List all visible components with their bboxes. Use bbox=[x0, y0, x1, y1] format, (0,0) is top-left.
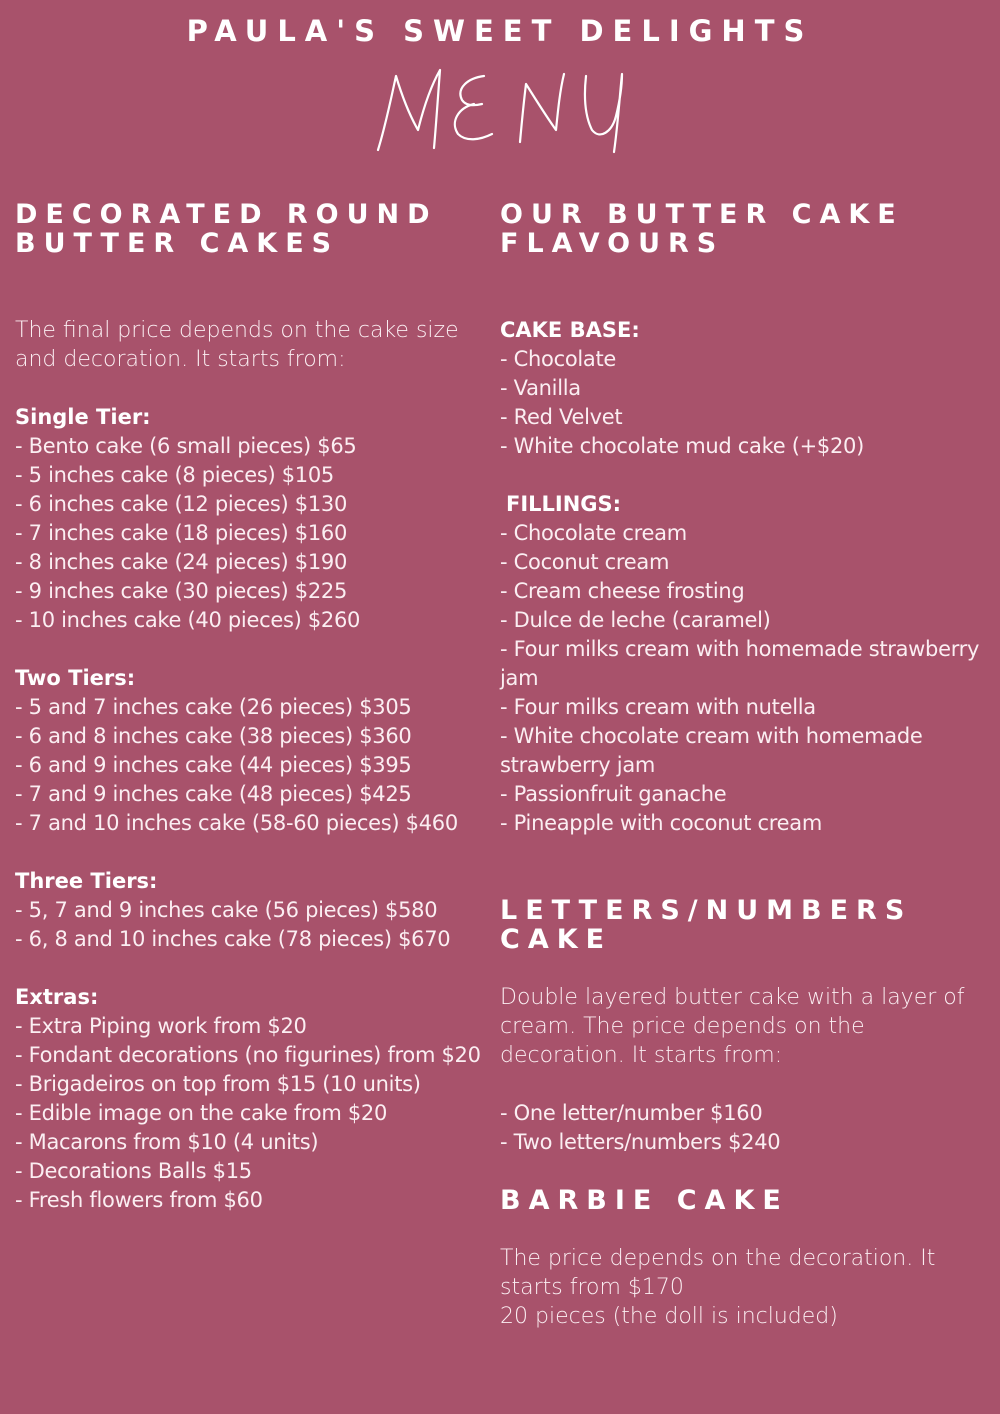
decorated-round-intro: The final price depends on the cake size and decoration. It starts from: bbox=[15, 318, 459, 372]
list-item: - Extra Piping work from $20 bbox=[15, 1014, 307, 1038]
three-tiers-list bbox=[15, 896, 485, 954]
list-item: - 6 inches cake (12 pieces) $130 bbox=[15, 492, 348, 516]
list-item: - Fresh flowers from $60 bbox=[15, 1188, 263, 1212]
section-title-line: BUTTER CAKES bbox=[15, 228, 340, 259]
list-item: - Passionfruit ganache bbox=[500, 782, 727, 806]
list-item: - White chocolate cream with homemade strawberry jam bbox=[500, 724, 923, 777]
list-item: - Dulce de leche (caramel) bbox=[500, 608, 771, 632]
list-item: - Coconut cream bbox=[500, 550, 670, 574]
list-item: - 7 inches cake (18 pieces) $160 bbox=[15, 521, 348, 545]
list-item: - 6 and 9 inches cake (44 pieces) $395 bbox=[15, 753, 412, 777]
list-item: - White chocolate mud cake (+$20) bbox=[500, 434, 864, 458]
section-title-line: OUR BUTTER CAKE bbox=[500, 199, 904, 230]
single-tier-list bbox=[15, 432, 485, 635]
list-item: - Vanilla bbox=[500, 376, 581, 400]
two-tiers-list bbox=[15, 693, 485, 838]
three-tiers-heading: Three Tiers: bbox=[15, 869, 158, 893]
letters-numbers-intro: Double layered butter cake with a layer of cream. The price depends on the decoration. It starts from: bbox=[500, 985, 965, 1068]
list-item: - 9 inches cake (30 pieces) $225 bbox=[15, 579, 348, 603]
menu-script-title bbox=[0, 44, 1000, 154]
barbie-cake-title: BARBIE CAKE bbox=[500, 1185, 789, 1216]
list-item: - Bento cake (6 small pieces) $65 bbox=[15, 434, 357, 458]
list-item: - 7 and 9 inches cake (48 pieces) $425 bbox=[15, 782, 412, 806]
list-item: - 5 and 7 inches cake (26 pieces) $305 bbox=[15, 695, 412, 719]
left-column bbox=[15, 200, 485, 1215]
list-item: - Decorations Balls $15 bbox=[15, 1159, 252, 1183]
brand-title: PAULA'S SWEET DELIGHTS bbox=[186, 14, 814, 48]
list-item: - 5 inches cake (8 pieces) $105 bbox=[15, 463, 334, 487]
list-item: - Red Velvet bbox=[500, 405, 623, 429]
letters-numbers-title bbox=[500, 896, 980, 954]
fillings-list bbox=[500, 519, 980, 838]
list-item: - Two letters/numbers $240 bbox=[500, 1130, 781, 1154]
section-title-line: FLAVOURS bbox=[500, 228, 725, 259]
list-item: - Fondant decorations (no figurines) from $20 bbox=[15, 1043, 481, 1067]
list-item: - 5, 7 and 9 inches cake (56 pieces) $580 bbox=[15, 898, 438, 922]
extras-heading: Extras: bbox=[15, 985, 99, 1009]
list-item: - One letter/number $160 bbox=[500, 1101, 763, 1125]
flavours-title bbox=[500, 200, 980, 258]
list-item: - Pineapple with coconut cream bbox=[500, 811, 822, 835]
list-item: - Edible image on the cake from $20 bbox=[15, 1101, 388, 1125]
list-item: - 10 inches cake (40 pieces) $260 bbox=[15, 608, 361, 632]
list-item: - Chocolate bbox=[500, 347, 617, 371]
section-title-line: LETTERS/NUMBERS bbox=[500, 895, 913, 926]
list-item: - 8 inches cake (24 pieces) $190 bbox=[15, 550, 348, 574]
single-tier-heading: Single Tier: bbox=[15, 405, 151, 429]
fillings-heading: FILLINGS: bbox=[506, 492, 622, 516]
list-item: - Brigadeiros on top from $15 (10 units) bbox=[15, 1072, 421, 1096]
decorated-round-title bbox=[15, 200, 485, 258]
list-item: - 6 and 8 inches cake (38 pieces) $360 bbox=[15, 724, 412, 748]
cake-base-heading: CAKE BASE: bbox=[500, 318, 640, 342]
cake-base-list bbox=[500, 345, 980, 461]
list-item: - 6, 8 and 10 inches cake (78 pieces) $670 bbox=[15, 927, 451, 951]
section-title-line: DECORATED ROUND bbox=[15, 199, 438, 230]
right-column bbox=[500, 200, 980, 1331]
list-item: - Cream cheese frosting bbox=[500, 579, 745, 603]
list-item: - Four milks cream with homemade strawberry jam bbox=[500, 637, 980, 690]
list-item: - Macarons from $10 (4 units) bbox=[15, 1130, 319, 1154]
list-item: - 7 and 10 inches cake (58-60 pieces) $460 bbox=[15, 811, 458, 835]
barbie-cake-pieces: 20 pieces (the doll is included) bbox=[500, 1304, 838, 1329]
section-title-line: CAKE bbox=[500, 924, 613, 955]
extras-list bbox=[15, 1012, 485, 1215]
list-item: - Four milks cream with nutella bbox=[500, 695, 816, 719]
letters-numbers-list bbox=[500, 1099, 980, 1157]
barbie-cake-price: The price depends on the decoration. It starts from $170 bbox=[500, 1246, 936, 1300]
list-item: - Chocolate cream bbox=[500, 521, 687, 545]
two-tiers-heading: Two Tiers: bbox=[15, 666, 136, 690]
